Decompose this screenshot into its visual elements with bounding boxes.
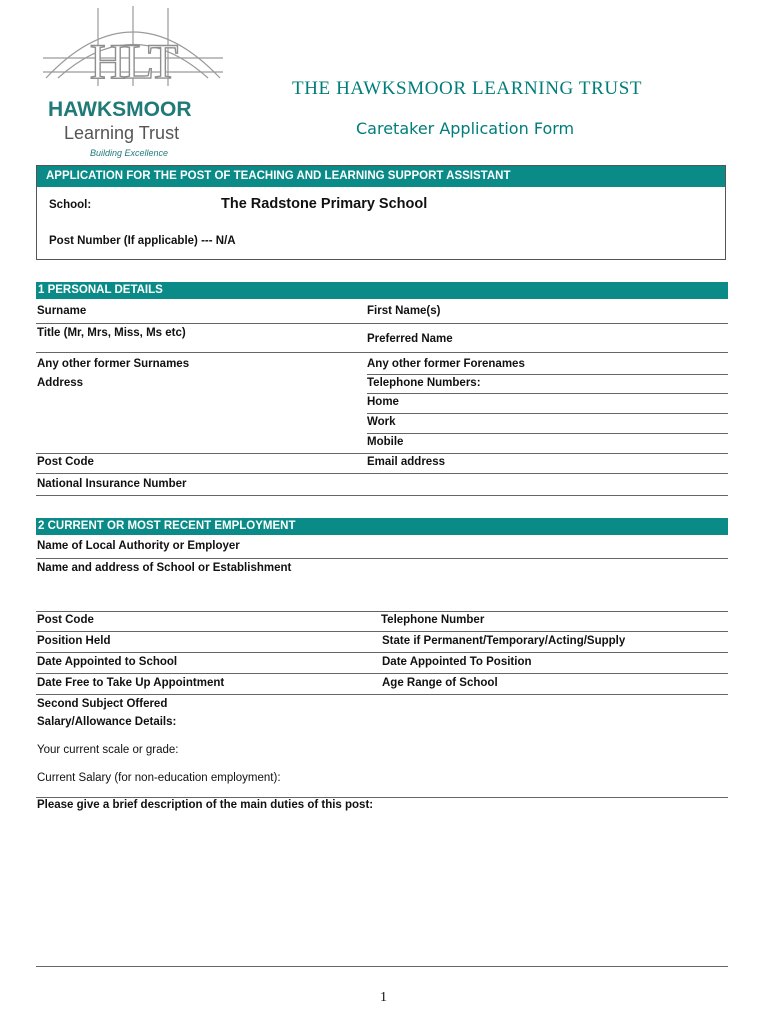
- logo-name: HAWKSMOOR: [48, 98, 192, 121]
- email-field[interactable]: Email address: [367, 456, 445, 468]
- surname-field[interactable]: Surname: [37, 305, 87, 317]
- divider: [36, 966, 728, 967]
- trust-title: THE HAWKSMOOR LEARNING TRUST: [292, 78, 643, 99]
- divider: [367, 433, 728, 434]
- divider: [36, 495, 728, 496]
- divider: [36, 473, 728, 474]
- former-forenames-field[interactable]: Any other former Forenames: [367, 358, 525, 370]
- position-held-field[interactable]: Position Held: [37, 635, 111, 647]
- post-number-field[interactable]: Post Number (If applicable) --- N/A: [49, 235, 236, 247]
- divider: [36, 631, 728, 632]
- telephone-number-field[interactable]: Telephone Number: [381, 614, 485, 626]
- divider: [36, 673, 728, 674]
- telephone-numbers-label: Telephone Numbers:: [367, 377, 481, 389]
- logo-tagline: Building Excellence: [90, 148, 169, 158]
- date-appointed-school-field[interactable]: Date Appointed to School: [37, 656, 178, 668]
- work-phone-field[interactable]: Work: [367, 416, 396, 428]
- application-box: [36, 165, 726, 260]
- former-surnames-field[interactable]: Any other former Surnames: [37, 358, 190, 370]
- divider: [36, 797, 728, 798]
- address-field[interactable]: Address: [37, 377, 84, 389]
- logo-arch-graphic: [38, 6, 238, 160]
- school-address-field[interactable]: Name and address of School or Establishment: [37, 562, 292, 574]
- divider: [36, 611, 728, 612]
- application-header-bar: APPLICATION FOR THE POST OF TEACHING AND LEARNING SUPPORT ASSISTANT: [37, 166, 725, 187]
- divider: [36, 352, 728, 353]
- form-title: Caretaker Application Form: [356, 119, 575, 138]
- scale-grade-field[interactable]: Your current scale or grade:: [37, 744, 179, 756]
- trust-logo: [38, 6, 238, 160]
- logo-monogram: HLT: [89, 33, 177, 89]
- mobile-phone-field[interactable]: Mobile: [367, 436, 404, 448]
- employment-bar: 2 CURRENT OR MOST RECENT EMPLOYMENT: [36, 518, 728, 535]
- first-names-field[interactable]: First Name(s): [367, 305, 441, 317]
- divider: [36, 453, 728, 454]
- main-duties-field[interactable]: Please give a brief description of the main duties of this post:: [37, 799, 374, 811]
- divider: [36, 652, 728, 653]
- second-subject-field[interactable]: Second Subject Offered: [37, 698, 168, 710]
- divider: [367, 413, 728, 414]
- employer-field[interactable]: Name of Local Authority or Employer: [37, 540, 240, 552]
- logo-subname: Learning Trust: [64, 123, 180, 143]
- date-free-field[interactable]: Date Free to Take Up Appointment: [37, 677, 225, 689]
- school-label: School:: [49, 199, 92, 211]
- preferred-name-field[interactable]: Preferred Name: [367, 333, 453, 345]
- salary-details-label: Salary/Allowance Details:: [37, 716, 177, 728]
- page-number: 1: [380, 990, 387, 1005]
- school-name[interactable]: The Radstone Primary School: [221, 196, 428, 212]
- divider: [36, 694, 728, 695]
- divider: [36, 558, 728, 559]
- title-field[interactable]: Title (Mr, Mrs, Miss, Ms etc): [37, 327, 186, 339]
- current-salary-field[interactable]: Current Salary (for non-education employment):: [37, 772, 281, 784]
- age-range-field[interactable]: Age Range of School: [382, 677, 498, 689]
- employment-type-field[interactable]: State if Permanent/Temporary/Acting/Supply: [382, 635, 626, 647]
- date-appointed-position-field[interactable]: Date Appointed To Position: [382, 656, 532, 668]
- divider: [367, 374, 728, 375]
- divider: [36, 323, 728, 324]
- post-code-field[interactable]: Post Code: [37, 456, 94, 468]
- divider: [367, 393, 728, 394]
- employment-post-code-field[interactable]: Post Code: [37, 614, 94, 626]
- ni-number-field[interactable]: National Insurance Number: [37, 478, 187, 490]
- personal-details-bar: 1 PERSONAL DETAILS: [36, 282, 728, 299]
- home-phone-field[interactable]: Home: [367, 396, 399, 408]
